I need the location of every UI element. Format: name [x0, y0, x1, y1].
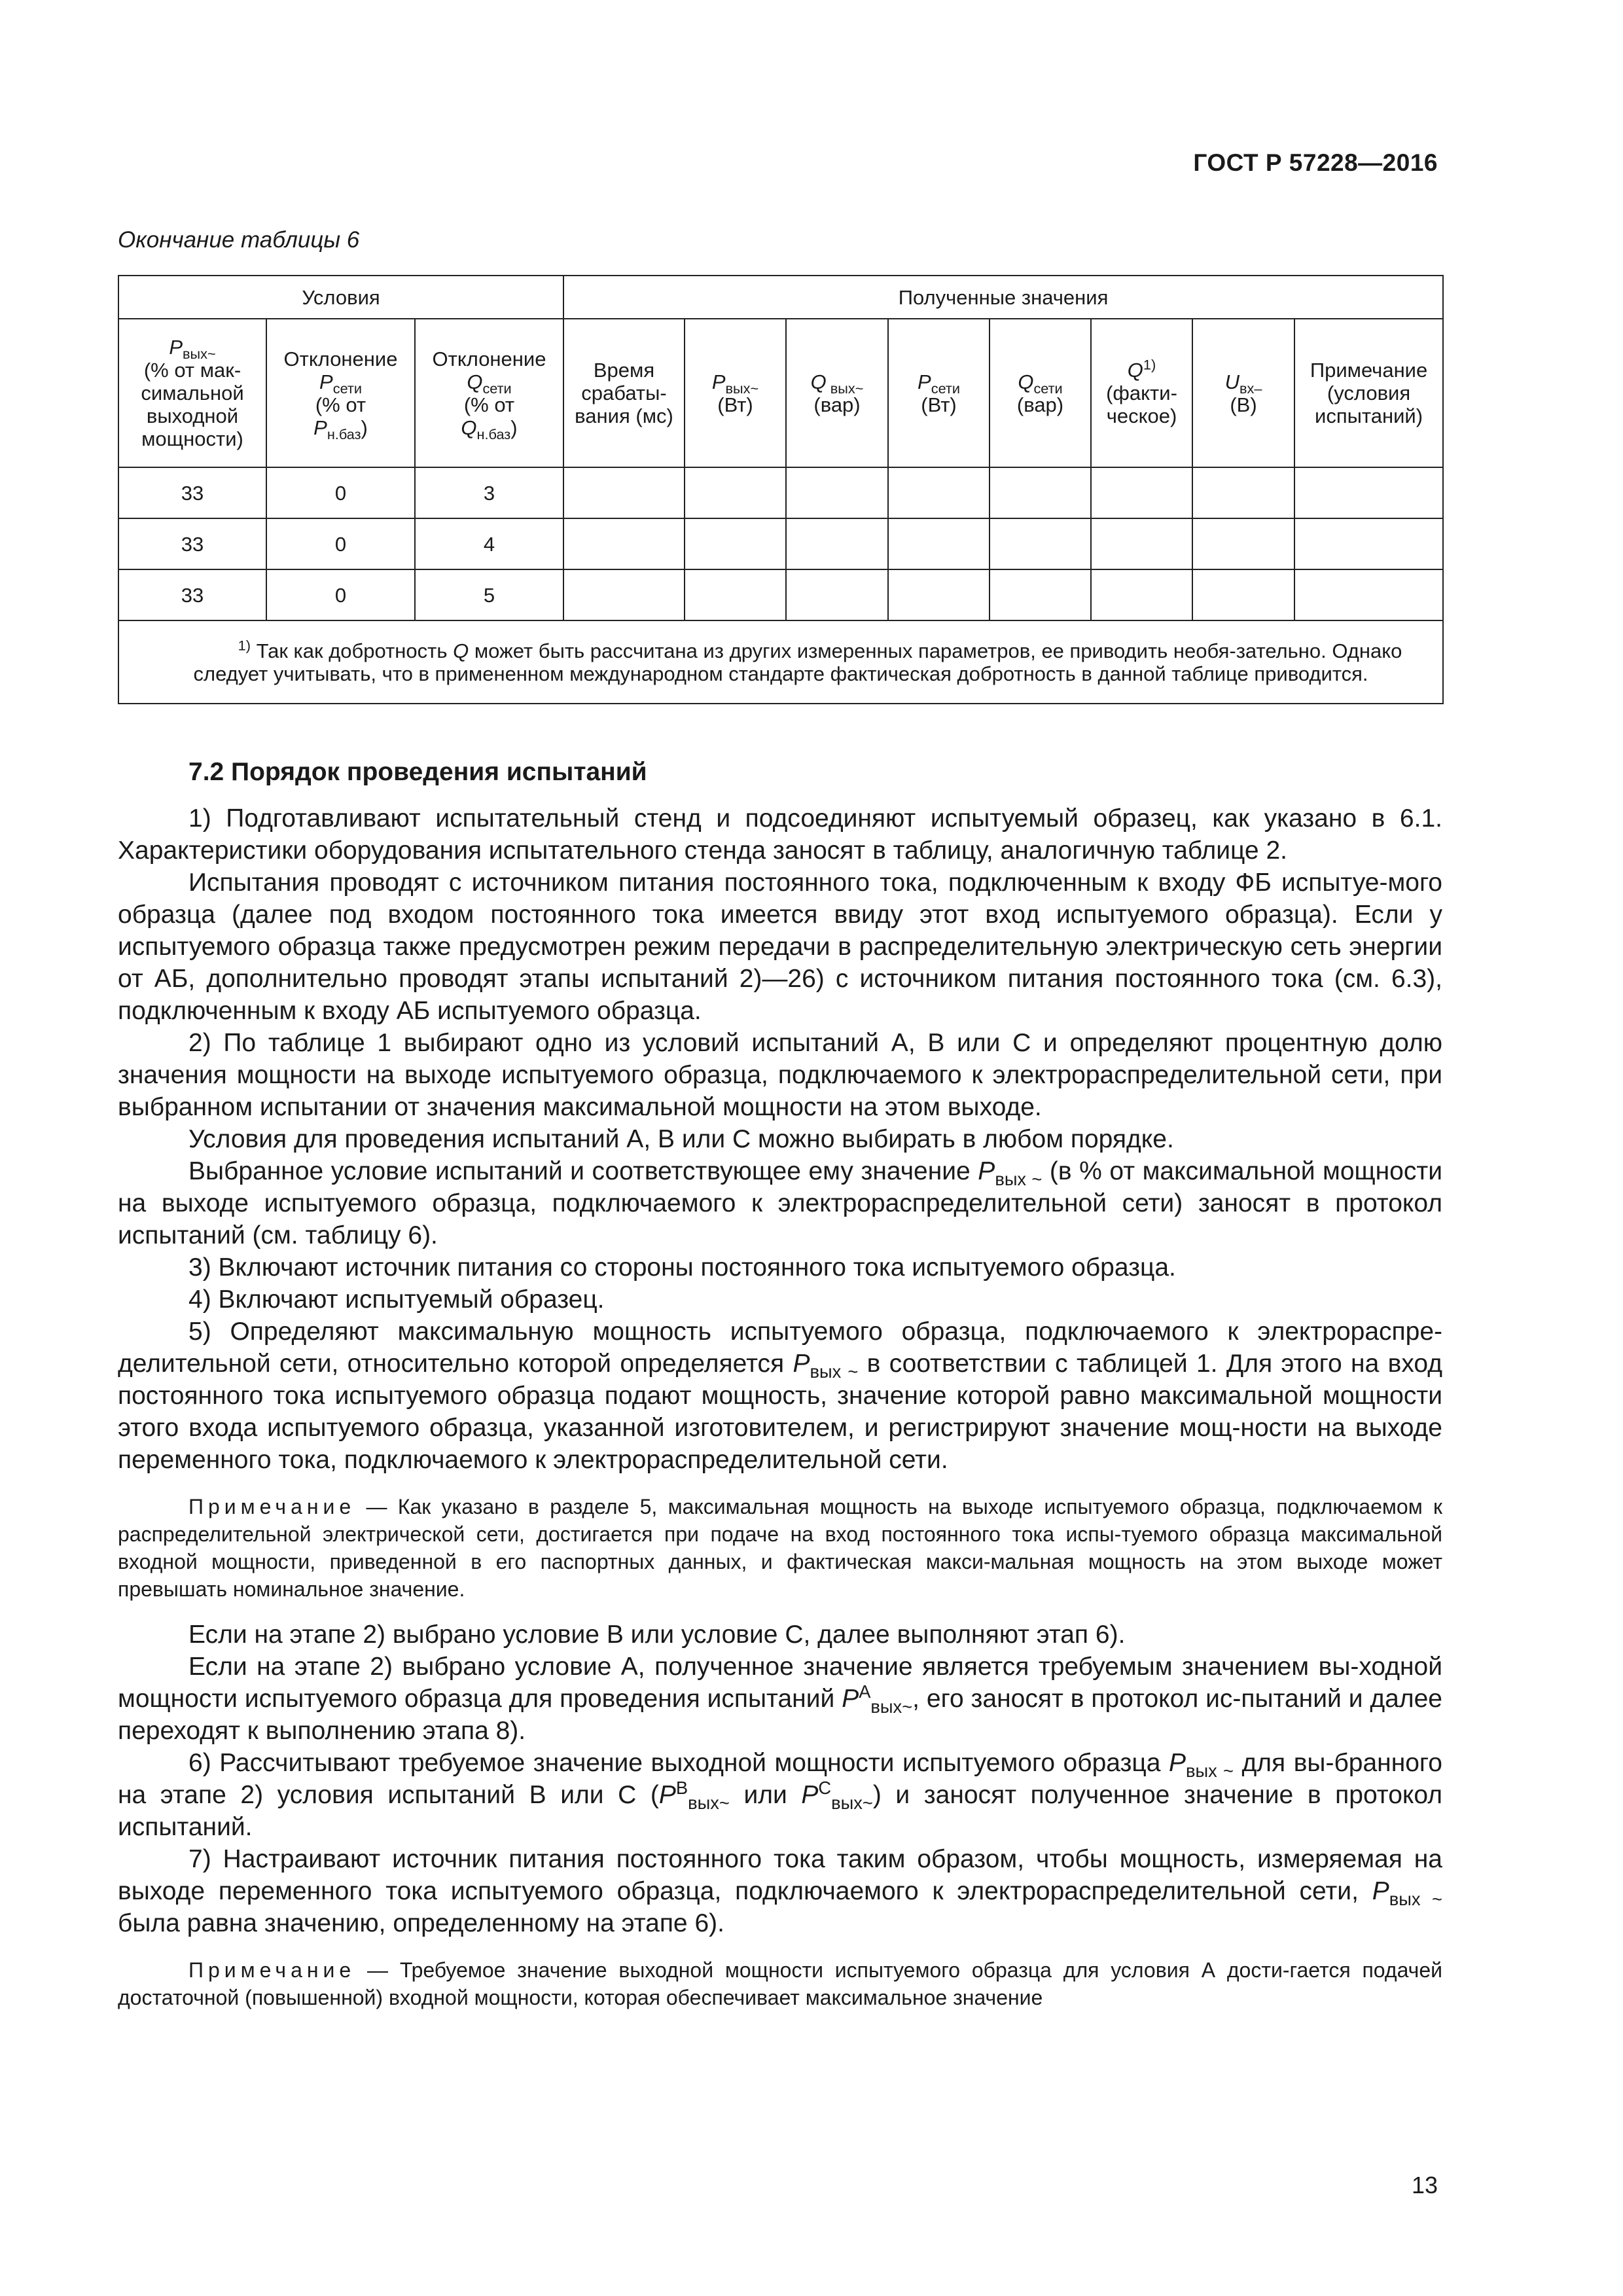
col-header-trip-time: Время срабаты-вания (мс) [563, 319, 685, 467]
col-header-pout-w: $P_{вых\sim}$ (Вт) [685, 319, 786, 467]
group-header-conditions: Условия [118, 276, 563, 319]
cell: 3 [415, 467, 563, 518]
col-header-dev-p: Отклонение $P_{сети}$ (% от $P_{н.баз}$) [266, 319, 415, 467]
paragraph: Выбранное условие испытаний и соответствующее ему значение $P_{вых \sim}$ (в % от максимальной мощности на выходе испытуемого образца, подключаемого к электрораспределительной сети) заносят в протокол испытаний (см. таблицу 6). [118, 1157, 1442, 1249]
paragraph: 6) Рассчитывают требуемое значение выходной мощности испытуемого образца $P_{вых \sim}$ для вы-бранного на этапе 2) условия испытаний В или С ($P^В_{вых\sim}$ или $P^С_{вых\sim}$) и заносят полученное значение в протокол испытаний. [118, 1749, 1442, 1841]
cell: 33 [118, 518, 266, 569]
col-header-dev-q: Отклонение $Q_{сети}$ (% от $Q_{н.баз}$) [415, 319, 563, 467]
table-row [118, 467, 1443, 518]
paragraph: Если на этапе 2) выбрано условие В или условие С, далее выполняют этап 6). [188, 1621, 1126, 1649]
paragraph: 5) Определяют максимальную мощность испытуемого образца, подключаемого к электрораспре-делительной сети, относительно которой определяется $P_{вых \sim}$ в соответствии с таблицей 1. Для этого на вход постоянного тока испытуемого образца подают мощность, значение которой равно максимальной мощности этого входа испытуемого образца, указанной изготовителем, и регистрируют значение мощ-ности на выходе переменного тока, подключаемого к электрораспределительной сети. [118, 1318, 1442, 1474]
paragraph: 2) По таблице 1 выбирают одно из условий испытаний А, В или С и определяют процентную долю значения мощности на выходе испытуемого образца, подключаемого к электрораспределительной сети, при выбранном испытании от значения максимальной мощности на этом выходе. [118, 1029, 1442, 1121]
paragraph: 1) Подготавливают испытательный стенд и подсоединяют испытуемый образец, как указано в 6.1. Характеристики оборудования испытательного стенда заносят в таблицу, аналогичную таблице 2. [118, 804, 1442, 865]
table-6 [118, 275, 1444, 704]
col-header-pout: $P_{вых\sim}$ (% от мак-симальной выходной мощности) [118, 319, 266, 467]
section-title: 7.2 Порядок проведения испытаний [188, 758, 647, 786]
cell: 0 [266, 569, 415, 620]
page-number: 13 [1411, 2172, 1438, 2198]
paragraph: 3) Включают источник питания со стороны постоянного тока испытуемого образца. [188, 1253, 1176, 1282]
cell: 5 [415, 569, 563, 620]
col-header-qgrid-var: $Q_{сети}$ (вар) [990, 319, 1091, 467]
cell: 0 [266, 518, 415, 569]
paragraph: 4) Включают испытуемый образец. [188, 1285, 605, 1314]
col-header-qout-var: Q $_{вых\sim}$ (вар) [786, 319, 888, 467]
cell: 4 [415, 518, 563, 569]
table-row [118, 518, 1443, 569]
cell: 0 [266, 467, 415, 518]
cell: 33 [118, 569, 266, 620]
paragraph: Условия для проведения испытаний А, В или С можно выбирать в любом порядке. [188, 1125, 1174, 1153]
group-header-results: Полученные значения [563, 276, 1443, 319]
table-caption: Окончание таблицы 6 [118, 227, 360, 253]
section-7-2 [118, 756, 1442, 2027]
standard-designation: ГОСТ Р 57228—2016 [1193, 149, 1438, 176]
note: Примечание — Требуемое значение выходной мощности испытуемого образца для условия А дости-гается подачей достаточной (повышенной) входной мощности, которая обеспечивает максимальное значение [118, 1958, 1442, 2009]
col-header-pgrid-w: $P_{сети}$ (Вт) [888, 319, 990, 467]
table-footnote: $^{1)}$ Так как добротность Q может быть рассчитана из других измеренных параметров, ее приводить необя-зательно. Однако следует учитывать, что в примененном международном стандарте фактическая добротность в данной таблице приводится. [118, 620, 1443, 704]
col-header-note: Примечание (условия испытаний) [1294, 319, 1443, 467]
note: Примечание — Как указано в разделе 5, максимальная мощность на выходе испытуемого образца, подключаемом к распределительной электрической сети, достигается при подаче на вход постоянного тока испы-туемого образца максимальной входной мощности, приведенной в его паспортных данных, и фактическая макси-мальная мощность на этом выходе может превышать номинальное значение. [118, 1495, 1442, 1601]
col-header-uin: $U_{вх-}$ (В) [1192, 319, 1294, 467]
paragraph: 7) Настраивают источник питания постоянного тока таким образом, чтобы мощность, измеряемая на выходе переменного тока испытуемого образца, подключаемого к электрораспределительной сети, $P_{вых \sim}$ была равна значению, определенному на этапе 6). [118, 1845, 1442, 1937]
paragraph: Если на этапе 2) выбрано условие А, полученное значение является требуемым значением вы-ходной мощности испытуемого образца для проведения испытаний $P^А_{вых\sim}$, его заносят в протокол ис-пытаний и далее переходят к выполнению этапа 8). [118, 1653, 1442, 1745]
table-row [118, 569, 1443, 620]
col-header-q-actual: $Q^{1)}$ (факти-ческое) [1091, 319, 1192, 467]
paragraph: Испытания проводят с источником питания постоянного тока, подключенным к входу ФБ испытуе-мого образца (далее под входом постоянного тока имеется ввиду этот вход испытуемого образца). Если у испытуемого образца также предусмотрен режим передачи в распределительную электрическую сеть энергии от АБ, дополнительно проводят этапы испытаний 2)—26) с источником питания постоянного тока (см. 6.3), подключенным к входу АБ испытуемого образца. [118, 869, 1442, 1025]
cell: 33 [118, 467, 266, 518]
